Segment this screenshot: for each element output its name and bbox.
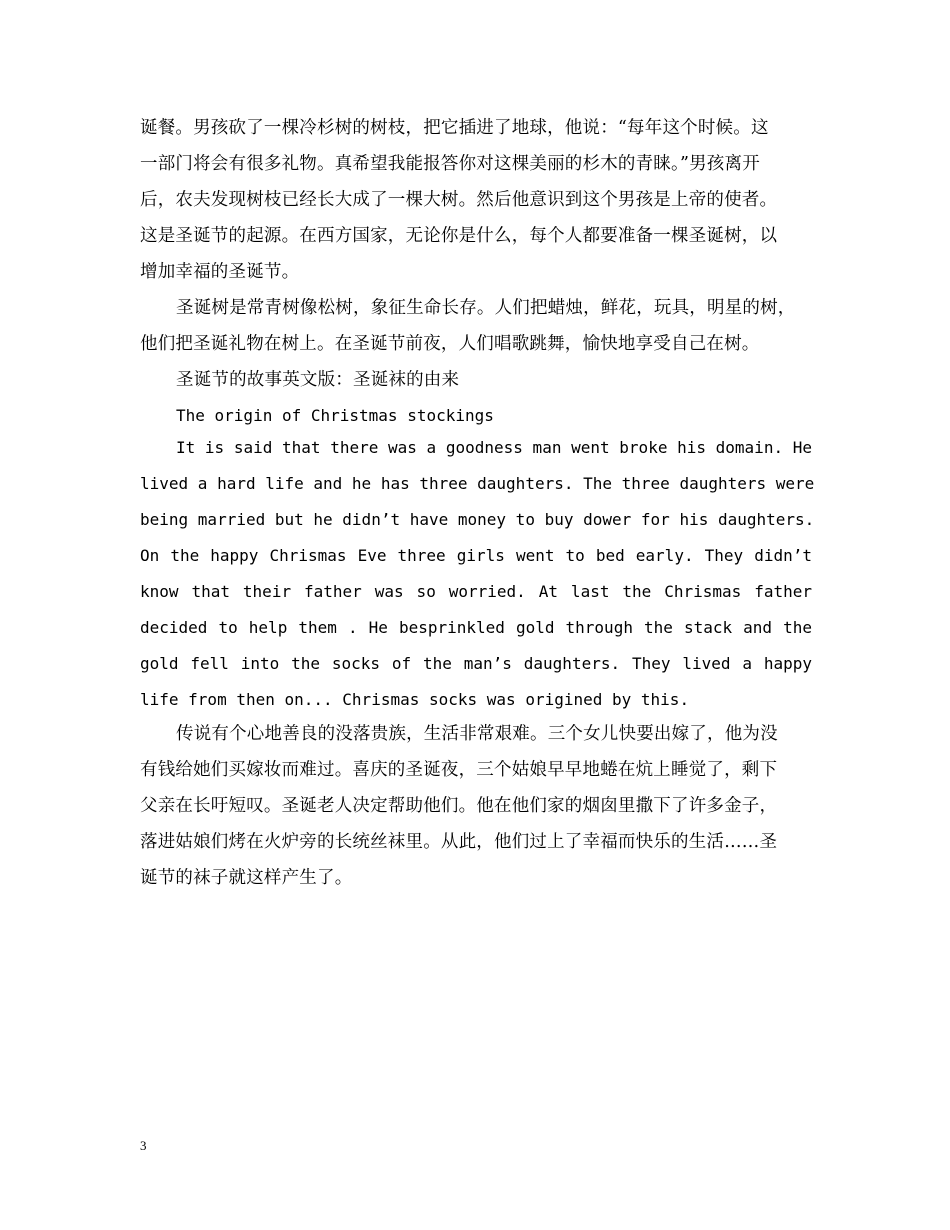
text-line: 诞餐。男孩砍了一棵冷杉树的树枝，把它插进了地球，他说：“每年这个时候。这 <box>140 118 769 138</box>
text-line: 增加幸福的圣诞节。 <box>140 262 300 282</box>
text-line: being married but he didn’t have money to buy dower for his daughters. <box>140 510 815 529</box>
text-line: 传说有个心地善良的没落贵族，生活非常艰难。三个女儿快要出嫁了，他为没 <box>176 724 778 744</box>
text-line: lived a hard life and he has three daughters. The three daughters were <box>140 474 815 493</box>
text-line: 有钱给她们买嫁妆而难过。喜庆的圣诞夜，三个姑娘早早地蜷在炕上睡觉了，剩下 <box>140 760 778 780</box>
paragraph-christmas-tree-origin <box>140 110 820 290</box>
text-line: know that their father was so worried. At last the Chrismas father <box>140 582 812 601</box>
text-line: decided to help them . He besprinkled gold through the stack and the <box>140 618 812 637</box>
text-line: gold fell into the socks of the man’s daughters. They lived a happy <box>140 654 812 673</box>
text-line: 诞节的袜子就这样产生了。 <box>140 868 353 888</box>
text-line: 一部门将会有很多礼物。真希望我能报答你对这棵美丽的杉木的青睐。”男孩离开 <box>140 154 760 174</box>
text-line: 落进姑娘们烤在火炉旁的长统丝袜里。从此，他们过上了幸福而快乐的生活……圣 <box>140 832 778 852</box>
text-line: On the happy Chrismas Eve three girls went to bed early. They didn’t <box>140 546 812 565</box>
text-line: 后，农夫发现树枝已经长大成了一棵大树。然后他意识到这个男孩是上帝的使者。 <box>140 190 778 210</box>
paragraph-chinese-story <box>140 716 820 896</box>
page-number: 3 <box>140 1138 147 1153</box>
title-text: The origin of Christmas stockings <box>176 406 494 425</box>
paragraph-english-story <box>140 430 815 718</box>
text-line: 这是圣诞节的起源。在西方国家，无论你是什么，每个人都要准备一棵圣诞树，以 <box>140 226 778 246</box>
text-line: life from then on... Chrismas socks was origined by this. <box>140 690 690 709</box>
heading-text: 圣诞节的故事英文版：圣诞袜的由来 <box>176 370 460 390</box>
text-line: 父亲在长吁短叹。圣诞老人决定帮助他们。他在他们家的烟囱里撒下了许多金子， <box>140 796 778 816</box>
section-heading <box>140 362 820 398</box>
text-line: 他们把圣诞礼物在树上。在圣诞节前夜，人们唱歌跳舞，愉快地享受自己在树。 <box>140 334 760 354</box>
text-line: 圣诞树是常青树像松树，象征生命长存。人们把蜡烛，鲜花，玩具，明星的树， <box>176 298 796 318</box>
paragraph-evergreen-tree <box>140 290 820 362</box>
english-title <box>140 398 812 434</box>
text-line: It is said that there was a goodness man went broke his domain. He <box>176 438 812 457</box>
